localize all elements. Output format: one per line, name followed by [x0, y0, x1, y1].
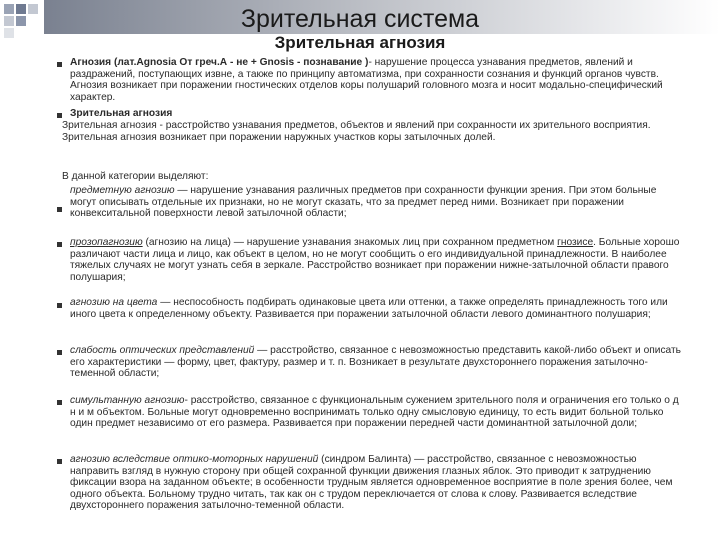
agnosia-term: Агнозия (лат.Agnosia От греч.А - не + Gnosis - познавание ) [70, 57, 369, 68]
item-text: - расстройство, связанное с функциональным сужением зрительного поля и ограничения его только о д н и м объектом. Больные могут одновременно воспринимать только одну смысловую единицу, то есть видит больной только один предмет независимо от его размера. Развивается при поражении передней части доминантной затылочной доли; [70, 395, 679, 430]
bullet-marker [57, 459, 62, 464]
item-text: (синдром Балинта) — расстройство, связанное с невозможностью направить взгляд в нужную сторону при общей сохранной функции движения глазных яблок. Это приводит к затруднению фиксации взора на заданном объекте; в особенности трудным является одновременное восприятие в поле зрения более, чем одного объекта. Больному трудно читать, так как он с трудом переключается от слова к слову. Развивается вследствие двухстороннего поражения затылочно-теменной области. [70, 454, 673, 512]
item-text: — расстройство, связанное с невозможностью представить какой-либо объект и описать его характеристики — форму, цвет, фактуру, размер и т. п. Возникает в результате двухстороннего поражения затылочно-теменной области; [70, 345, 681, 380]
list-item [70, 454, 682, 512]
categories-intro: В данной категории выделяют: [62, 171, 209, 182]
visual-agnosia-heading: Зрительная агнозия [70, 108, 173, 119]
bullet-marker [57, 242, 62, 247]
bullet-marker [57, 350, 62, 355]
item-term: предметную агнозию [70, 185, 175, 196]
list-item [70, 237, 682, 283]
item-text: . Больные хорошо различают части лица и лицо, как объект в целом, но не могут сообщить о его индивидуальной принадлежности. В наиболее тяжелых случаях не могут узнать себя в зеркале. Расстройство возникает при поражении нижне-затылочной области правого полушария; [70, 237, 680, 283]
bullet-marker [57, 303, 62, 308]
item-term: слабость оптических представлений [70, 345, 255, 356]
agnosia-definition [70, 57, 682, 103]
agnosia-text: - нарушение процесса узнавания предметов, явлений и раздражений, поступающих извне, а также по принципу автоматизма, при сохранности сознания и функций органов чувств. Агнозия возникает при поражении гностических отделов коры полушарий головного мозга и носит модально-специфический характер. [70, 57, 663, 103]
page-title: Зрительная система [240, 5, 480, 33]
list-item [70, 297, 682, 320]
item-text: — нарушение узнавания различных предметов при сохранности функции зрения. При этом больные могут описывать отдельные их признаки, но не могут сказать, что за предмет перед ними. Возникает при поражении конвекситальной поверхности левой затылочной области; [70, 185, 657, 220]
item-term: агнозию на цвета [70, 297, 158, 308]
item-term: агнозию вследствие оптико-моторных нарушений [70, 454, 319, 465]
list-item [70, 345, 682, 380]
item-text: — неспособность подбирать одинаковые цвета или оттенки, а также определять принадлежность того или иного цвета к определенному объекту. Развивается при поражении затылочной области левого доминантного полушария; [70, 297, 668, 320]
bullet-marker [57, 400, 62, 405]
visual-agnosia-definition: Зрительная агнозия - расстройство узнавания предметов, объектов и явлений при сохранности их зрительного восприятия. Зрительная агнозия возникает при поражении наружных участков коры затылочных долей. [62, 120, 651, 143]
item-term2-link[interactable]: гнозисе [557, 237, 594, 248]
item-term: симультанную агнозию [70, 395, 185, 406]
item-text: (агнозию на лица) — нарушение узнавания знакомых лиц при сохранном предметном [142, 237, 558, 248]
item-term-link[interactable]: прозопагнозию [70, 237, 143, 248]
bullet-marker [57, 62, 62, 67]
bullet-marker [57, 207, 62, 212]
page-subtitle: Зрительная агнозия [274, 33, 446, 52]
list-item [70, 395, 682, 430]
bullet-marker [57, 113, 62, 118]
list-item [70, 185, 682, 220]
